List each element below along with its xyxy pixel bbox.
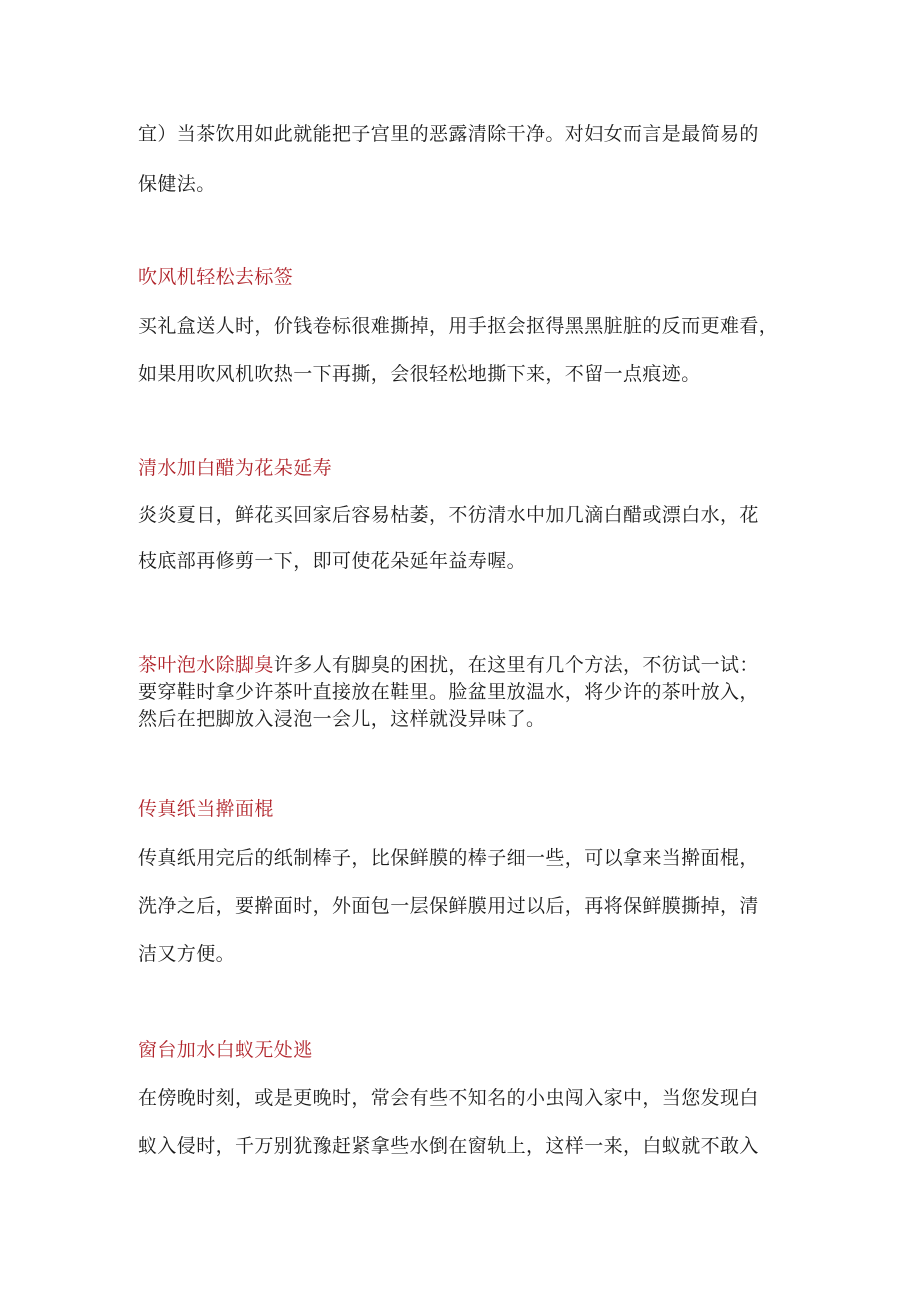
paragraph-line: 然后在把脚放入浸泡一会儿，这样就没异味了。 [138,708,546,730]
paragraph-line: 洗净之后，要擀面时，外面包一层保鲜膜用过以后，再将保鲜膜撕掉，清 [138,895,759,917]
paragraph-line: 买礼盒送人时，价钱卷标很难撕掉，用手抠会抠得黑黑脏脏的反而更难看， [138,315,779,337]
paragraph-text: 许多人有脚臭的困扰，在这里有几个方法，不彷试一试： [273,654,759,676]
paragraph-line: 在傍晚时刻，或是更晚时，常会有些不知名的小虫闯入家中，当您发现白 [138,1087,759,1109]
paragraph-line: 洁又方便。 [138,943,236,965]
paragraph-line: 宜）当茶饮用如此就能把子宫里的恶露清除干净。对妇女而言是最简易的 [138,123,759,145]
section-heading-termite-water: 窗台加水白蚁无处逃 [138,1039,313,1061]
section-heading-fax-roll-pin: 传真纸当擀面棍 [138,798,274,820]
paragraph-line: 保健法。 [138,173,216,195]
paragraph-line: 蚁入侵时，千万别犹豫赶紧拿些水倒在窗轨上，这样一来，白蚁就不敢入 [138,1135,759,1157]
paragraph-line-with-heading [138,652,759,678]
section-heading-tea-foot-odor: 茶叶泡水除脚臭 [138,654,274,676]
section-heading-vinegar-flowers: 清水加白醋为花朵延寿 [138,457,333,479]
section-heading-hairdryer-label: 吹风机轻松去标签 [138,266,294,288]
paragraph-line: 枝底部再修剪一下，即可使花朵延年益寿喔。 [138,550,527,572]
paragraph-line: 要穿鞋时拿少许茶叶直接放在鞋里。脸盆里放温水，将少许的茶叶放入， [138,681,759,703]
paragraph-line: 传真纸用完后的纸制棒子，比保鲜膜的棒子细一些，可以拿来当擀面棍， [138,847,759,869]
paragraph-line: 炎炎夏日，鲜花买回家后容易枯萎，不彷清水中加几滴白醋或漂白水，花 [138,504,759,526]
paragraph-line: 如果用吹风机吹热一下再撕，会很轻松地撕下来，不留一点痕迹。 [138,363,701,385]
